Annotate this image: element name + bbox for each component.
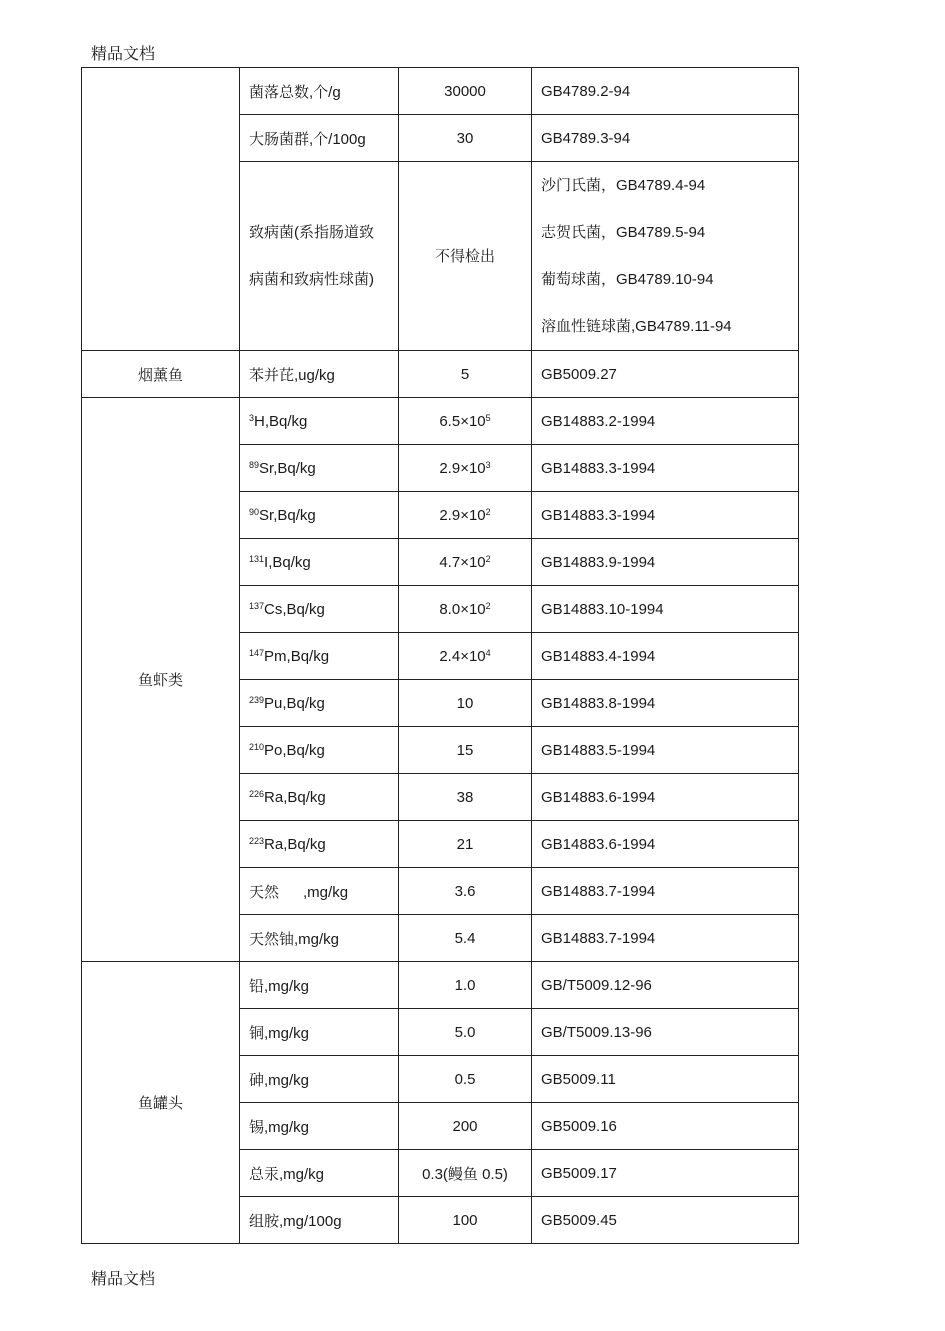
method-cell: GB/T5009.13-96	[532, 1009, 799, 1056]
method-cell: GB14883.3-1994	[532, 445, 799, 492]
value-cell: 0.3(鳗鱼 0.5)	[399, 1150, 532, 1197]
item-cell	[240, 398, 399, 445]
item-cell	[240, 492, 399, 539]
item-text: I,Bq/kg	[264, 553, 311, 571]
value-cell: 38	[399, 774, 532, 821]
item-cell: 砷,mg/kg	[240, 1056, 399, 1103]
isotope-number: 137	[249, 600, 265, 611]
item-text: Ra,Bq/kg	[264, 835, 326, 853]
item-cell: 锡,mg/kg	[240, 1103, 399, 1150]
item-text: Po,Bq/kg	[264, 741, 325, 759]
item-cell	[240, 774, 399, 821]
value-cell: 100	[399, 1197, 532, 1244]
value-cell	[399, 633, 532, 680]
method-cell: GB14883.10-1994	[532, 586, 799, 633]
value-cell: 0.5	[399, 1056, 532, 1103]
value-cell: 21	[399, 821, 532, 868]
item-cell	[240, 821, 399, 868]
item-cell: 菌落总数,个/g	[240, 68, 399, 115]
value-exponent: 3	[485, 459, 491, 470]
item-text: Ra,Bq/kg	[264, 788, 326, 806]
item-cell	[240, 162, 399, 351]
category-cell: 烟薰鱼	[82, 351, 240, 398]
method-cell: GB4789.3-94	[532, 115, 799, 162]
item-cell	[240, 445, 399, 492]
item-cell: 组胺,mg/100g	[240, 1197, 399, 1244]
item-text: Pu,Bq/kg	[264, 694, 325, 712]
value-cell	[399, 492, 532, 539]
item-cell	[240, 727, 399, 774]
isotope-number: 90	[249, 506, 260, 517]
value-mantissa: 4.7×10	[439, 553, 486, 571]
method-cell: GB14883.6-1994	[532, 774, 799, 821]
value-cell	[399, 586, 532, 633]
page-footer: 精品文档	[91, 1271, 156, 1288]
value-exponent: 2	[485, 506, 491, 517]
value-cell: 1.0	[399, 962, 532, 1009]
table-row	[82, 398, 799, 445]
method-cell: GB4789.2-94	[532, 68, 799, 115]
method-cell: GB14883.7-1994	[532, 868, 799, 915]
value-cell: 5.0	[399, 1009, 532, 1056]
item-cell	[240, 586, 399, 633]
item-cell	[240, 680, 399, 727]
food-standards-table	[81, 67, 799, 1244]
value-mantissa: 2.4×10	[439, 647, 486, 665]
method-cell: GB14883.4-1994	[532, 633, 799, 680]
value-exponent: 2	[485, 553, 491, 564]
value-mantissa: 8.0×10	[439, 600, 486, 618]
table-row	[82, 962, 799, 1009]
value-cell: 200	[399, 1103, 532, 1150]
method-cell: GB5009.27	[532, 351, 799, 398]
page-header: 精品文档	[91, 46, 156, 63]
item-text: Pm,Bq/kg	[264, 647, 330, 665]
item-cell: 总汞,mg/kg	[240, 1150, 399, 1197]
value-cell	[399, 162, 532, 351]
item-cell	[240, 539, 399, 586]
method-line: 葡萄球菌，GB4789.10-94	[541, 271, 714, 288]
method-cell: GB5009.45	[532, 1197, 799, 1244]
method-cell: GB14883.8-1994	[532, 680, 799, 727]
method-cell: GB5009.11	[532, 1056, 799, 1103]
method-cell: GB14883.3-1994	[532, 492, 799, 539]
item-text: ,mg/kg	[303, 883, 349, 901]
isotope-number: 226	[249, 788, 265, 799]
value-cell: 5	[399, 351, 532, 398]
isotope-number: 239	[249, 694, 265, 705]
value-exponent: 2	[485, 600, 491, 611]
method-cell: GB14883.7-1994	[532, 915, 799, 962]
item-cell	[240, 633, 399, 680]
value-cell: 5.4	[399, 915, 532, 962]
method-cell: GB/T5009.12-96	[532, 962, 799, 1009]
item-text: Sr,Bq/kg	[259, 459, 316, 477]
isotope-number: 223	[249, 835, 265, 846]
item-text: Sr,Bq/kg	[259, 506, 316, 524]
item-line: 病菌和致病性球菌)	[249, 271, 374, 288]
category-cell: 鱼虾类	[82, 398, 240, 962]
item-cell: 天然铀,mg/kg	[240, 915, 399, 962]
value-cell: 15	[399, 727, 532, 774]
value-cell	[399, 398, 532, 445]
category-cell-blank	[82, 68, 240, 351]
method-cell: GB14883.6-1994	[532, 821, 799, 868]
method-cell	[532, 162, 799, 351]
value-cell: 10	[399, 680, 532, 727]
method-cell: GB14883.2-1994	[532, 398, 799, 445]
table-row	[82, 351, 799, 398]
method-line: 溶血性链球菌,GB4789.11-94	[541, 318, 732, 335]
value-exponent: 5	[485, 412, 491, 423]
value-cell: 30	[399, 115, 532, 162]
isotope-number: 147	[249, 647, 265, 658]
method-line: 沙门氏菌，GB4789.4-94	[541, 177, 706, 194]
method-line: 志贺氏菌，GB4789.5-94	[541, 224, 706, 241]
value-text: 不得检出	[434, 247, 495, 265]
item-cell: 苯并芘,ug/kg	[240, 351, 399, 398]
value-cell: 30000	[399, 68, 532, 115]
method-cell: GB14883.5-1994	[532, 727, 799, 774]
value-cell	[399, 445, 532, 492]
value-mantissa: 2.9×10	[439, 459, 486, 477]
item-cell	[240, 868, 399, 915]
isotope-number: 89	[249, 459, 260, 470]
isotope-number: 131	[249, 553, 265, 564]
value-cell: 3.6	[399, 868, 532, 915]
item-cell: 大肠菌群,个/100g	[240, 115, 399, 162]
value-cell	[399, 539, 532, 586]
item-text: 天然	[249, 883, 280, 901]
method-cell: GB5009.17	[532, 1150, 799, 1197]
method-cell: GB5009.16	[532, 1103, 799, 1150]
item-cell: 铅,mg/kg	[240, 962, 399, 1009]
category-cell: 鱼罐头	[82, 962, 240, 1244]
item-text: Cs,Bq/kg	[264, 600, 325, 618]
item-text: H,Bq/kg	[254, 412, 308, 430]
item-cell: 铜,mg/kg	[240, 1009, 399, 1056]
value-mantissa: 6.5×10	[439, 412, 486, 430]
isotope-number: 210	[249, 741, 265, 752]
method-cell: GB14883.9-1994	[532, 539, 799, 586]
isotope-number: 3	[249, 412, 255, 423]
value-exponent: 4	[485, 647, 491, 658]
value-mantissa: 2.9×10	[439, 506, 486, 524]
item-line: 致病菌(系指肠道致	[249, 224, 374, 241]
table-row	[82, 68, 799, 115]
